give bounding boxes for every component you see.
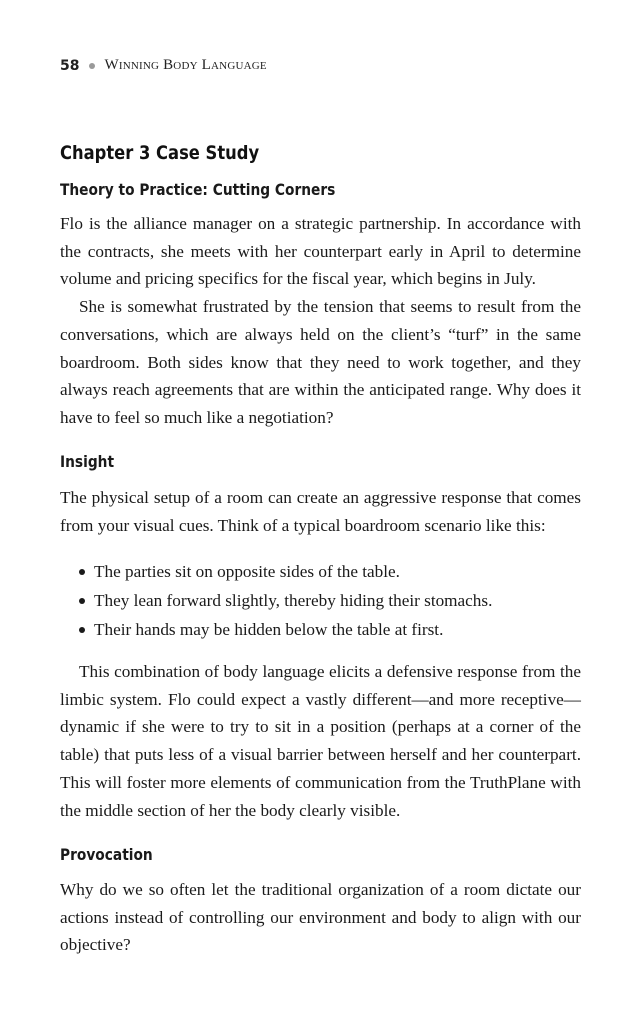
page-number: 58 bbox=[60, 57, 80, 74]
case-paragraph: She is somewhat frustrated by the tension that seems to result from the conversations, which are always held on the client’s “turf” in the same boardroom. Both sides know that they need to work together, and they always reach agreements that are within the anticipated range. Why does it have to feel so much like a negotiation? bbox=[60, 297, 581, 427]
list-item-text: The parties sit on opposite sides of the table. bbox=[94, 562, 400, 581]
case-paragraph: Flo is the alliance manager on a strategic partnership. In accordance with the contracts, she meets with her counterpart early in April to determine volume and pricing specifics for the fiscal year, which begins in July. bbox=[60, 214, 581, 289]
insight-bullet-list bbox=[78, 557, 568, 644]
insight-conclusion bbox=[60, 658, 581, 824]
separator-dot-icon bbox=[89, 63, 95, 69]
list-item-text: Their hands may be hidden below the table at first. bbox=[94, 620, 444, 639]
provocation-heading: Provocation bbox=[60, 845, 153, 864]
provocation-paragraph: Why do we so often let the traditional organization of a room dictate our actions instead of controlling our environment and body to align with our objective? bbox=[60, 880, 581, 955]
chapter-title: Chapter 3 Case Study bbox=[60, 142, 260, 164]
insight-intro bbox=[60, 484, 581, 539]
insight-conclusion-paragraph: This combination of body language elicits a defensive response from the limbic system. Flo could expect a vastly different—and more receptive—dynamic if she were to try to sit in a position (perhaps at a corner of the table) that puts less of a visual barrier between herself and her counterpart. This will foster more elements of communication from the TruthPlane with the middle section of her the body clearly visible. bbox=[60, 662, 581, 820]
book-title: Winning Body Language bbox=[104, 57, 267, 73]
list-item bbox=[78, 586, 568, 615]
list-item-text: They lean forward slightly, thereby hiding their stomachs. bbox=[94, 591, 493, 610]
list-item bbox=[78, 557, 568, 586]
list-item bbox=[78, 615, 568, 644]
insight-intro-paragraph: The physical setup of a room can create an aggressive response that comes from your visual cues. Think of a typical boardroom scenario like this: bbox=[60, 488, 581, 535]
case-study-subtitle: Theory to Practice: Cutting Corners bbox=[60, 180, 336, 199]
case-description bbox=[60, 210, 581, 432]
running-head bbox=[60, 57, 267, 74]
bullet-icon bbox=[79, 569, 85, 575]
insight-heading: Insight bbox=[60, 452, 115, 471]
bullet-icon bbox=[79, 598, 85, 604]
provocation-text bbox=[60, 876, 581, 959]
bullet-icon bbox=[79, 627, 85, 633]
